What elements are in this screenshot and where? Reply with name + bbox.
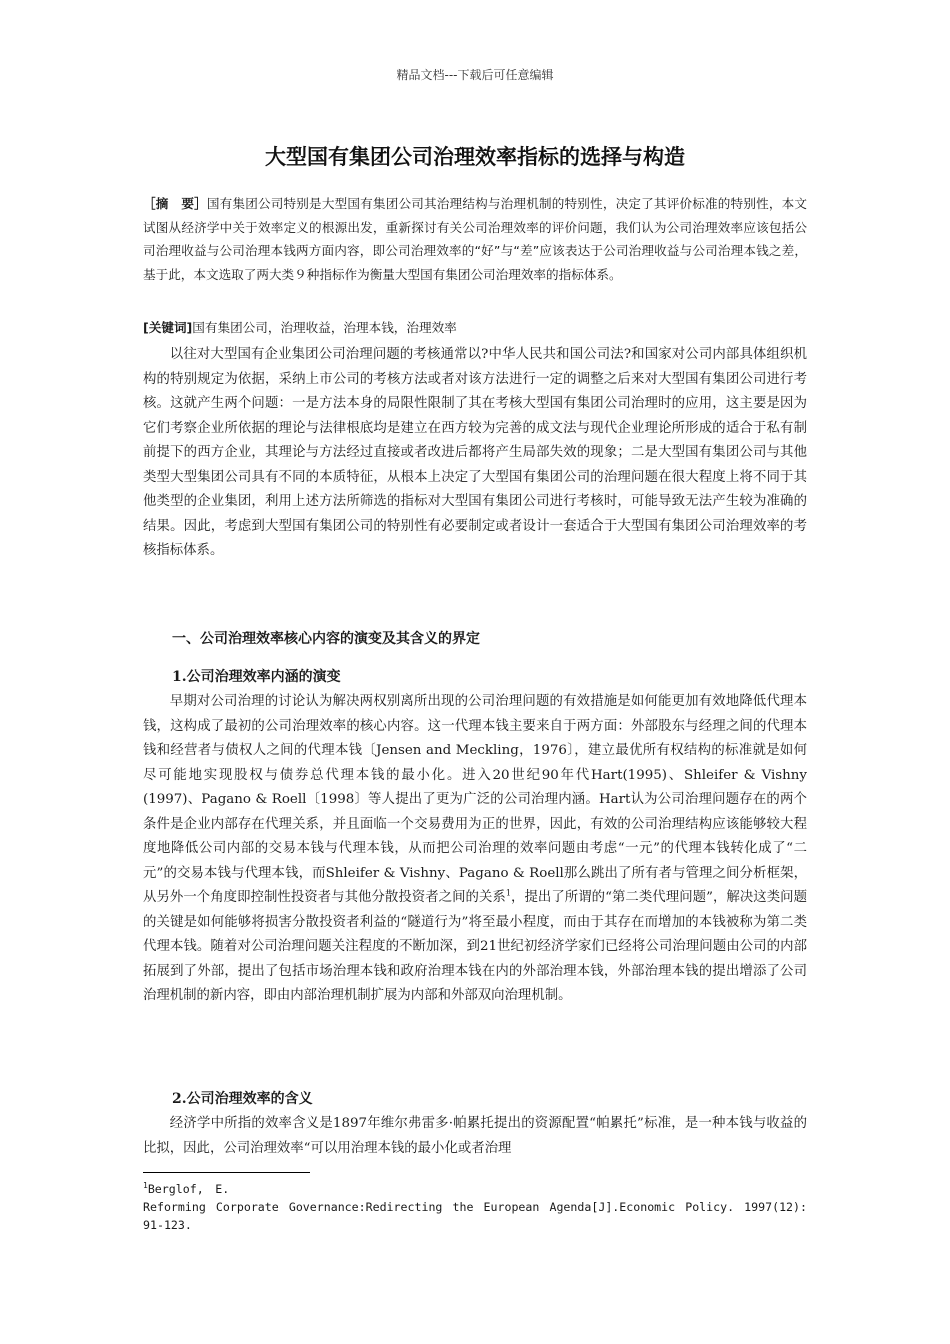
footnote-author: Berglof, E. xyxy=(147,1182,230,1196)
paragraph-evolution-part-1: 早期对公司治理的讨论认为解决两权别离所出现的公司治理问题的有效措施是如何能更加有效地降低代理本钱，这构成了最初的公司治理效率的核心内容。这一代理本钱主要来自于两方面：外部股东与经理之间的代理本钱和经营者与债权人之间的代理本钱〔Jensen and Meckling，1976〕，建立最优所有权结构的标准就是如何尽可能地实现股权与债券总代理本钱的最小化。进入20世纪90年代Hart(1995)、Shleifer & Vishny (1997)、Pagano & Roell〔1998〕等人提出了更为广泛的公司治理内涵。Hart认为公司治理问题存在的两个条件是企业内部存在代理关系，并且面临一个交易费用为正的世界，因此，有效的公司治理结构应该能够较大程度地降低公司内部的交易本钱与代理本钱，从而把公司治理的效率问题由考虑“一元”的代理本钱转化成了“二元”的交易本钱与代理本钱，而Shleifer & Vishny、Pagano & Roell那么跳出了所有者与管理之间分析框架，从另外一个角度即控制性投资者与其他分散投资者之间的关系 xyxy=(143,694,807,905)
footnote xyxy=(143,1180,807,1234)
document-title: 大型国有集团公司治理效率指标的选择与构造 xyxy=(265,145,685,169)
paragraph-meaning: 经济学中所指的效率含义是1897年维尔弗雷多·帕累托提出的资源配置“帕累托”标准，是一种本钱与收益的比拟，因此，公司治理效率“可以用治理本钱的最小化或者治理 xyxy=(143,1116,807,1156)
keywords-label: [关键词] xyxy=(143,320,193,335)
keywords xyxy=(143,317,807,339)
subsection-1-heading: 1.公司治理效率内涵的演变 xyxy=(172,669,341,685)
footnote-divider xyxy=(143,1172,310,1173)
footnote-line-1 xyxy=(143,1180,807,1198)
paragraph-evolution-part-2: ，提出了所谓的“第二类代理问题”，解决这类问题的关键是如何能够将损害分散投资者利益的“隧道行为”将至最小程度，而由于其存在而增加的本钱被称为第二类代理本钱。随着对公司治理问题关注程度的不断加深，到21世纪初经济学家们已经将公司治理问题由公司的内部拓展到了外部，提出了包括市场治理本钱和政府治理本钱在内的外部治理本钱，外部治理本钱的提出增添了公司治理机制的新内容，即由内部治理机制扩展为内部和外部双向治理机制。 xyxy=(143,890,807,1003)
page-header: 精品文档---下载后可任意编辑 xyxy=(396,68,554,82)
footnote-marker: 1 xyxy=(143,1181,148,1191)
paragraph-evolution xyxy=(143,690,807,1009)
section-1-heading: 一、公司治理效率核心内容的演变及其含义的界定 xyxy=(172,631,480,647)
keywords-text: 国有集团公司，治理收益，治理本钱，治理效率 xyxy=(192,320,457,335)
abstract-text: 国有集团公司特别是大型国有集团公司其治理结构与治理机制的特别性，决定了其评价标准的特别性，本文试图从经济学中关于效率定义的根源出发，重新探讨有关公司治理效率的评价问题，我们认为公司治理效率应该包括公司治理收益与公司治理本钱两方面内容，即公司治理效率的“好”与“差”应该表达于公司治理收益与公司治理本钱之差，基于此，本文选取了两大类９种指标作为衡量大型国有集团公司治理效率的指标体系。 xyxy=(143,196,808,282)
abstract-label: ［摘 要］ xyxy=(143,196,207,211)
abstract xyxy=(143,192,807,286)
footnote-line-2: Reforming Corporate Governance:Redirecting the European Agenda[J].Economic Policy. 1997(12): 91-123. xyxy=(143,1200,807,1232)
intro-paragraph: 以往对大型国有企业集团公司治理问题的考核通常以?中华人民共和国公司法?和国家对公司内部具体组织机构的特别规定为依据，采纳上市公司的考核方法或者对该方法进行一定的调整之后来对大型国有集团公司进行考核。这就产生两个问题：一是方法本身的局限性限制了其在考核大型国有集团公司治理时的应用，这主要是因为它们考察企业所依据的理论与法律根底均是建立在西方较为完善的成文法与现代企业理论所形成的适合于私有制前提下的西方企业，其理论与方法经过直接或者改进后都将产生局部失效的现象；二是大型国有集团公司与其他类型大型集团公司具有不同的本质特征，从根本上决定了大型国有集团公司的治理问题在很大程度上将不同于其他类型的企业集团，利用上述方法所筛选的指标对大型国有集团公司进行考核时，可能导致无法产生较为准确的结果。因此，考虑到大型国有集团公司的特别性有必要制定或者设计一套适合于大型国有集团公司治理效率的考核指标体系。 xyxy=(143,347,807,558)
subsection-2-heading: 2.公司治理效率的含义 xyxy=(172,1091,313,1107)
footnote-ref[interactable]: 1 xyxy=(505,888,511,898)
